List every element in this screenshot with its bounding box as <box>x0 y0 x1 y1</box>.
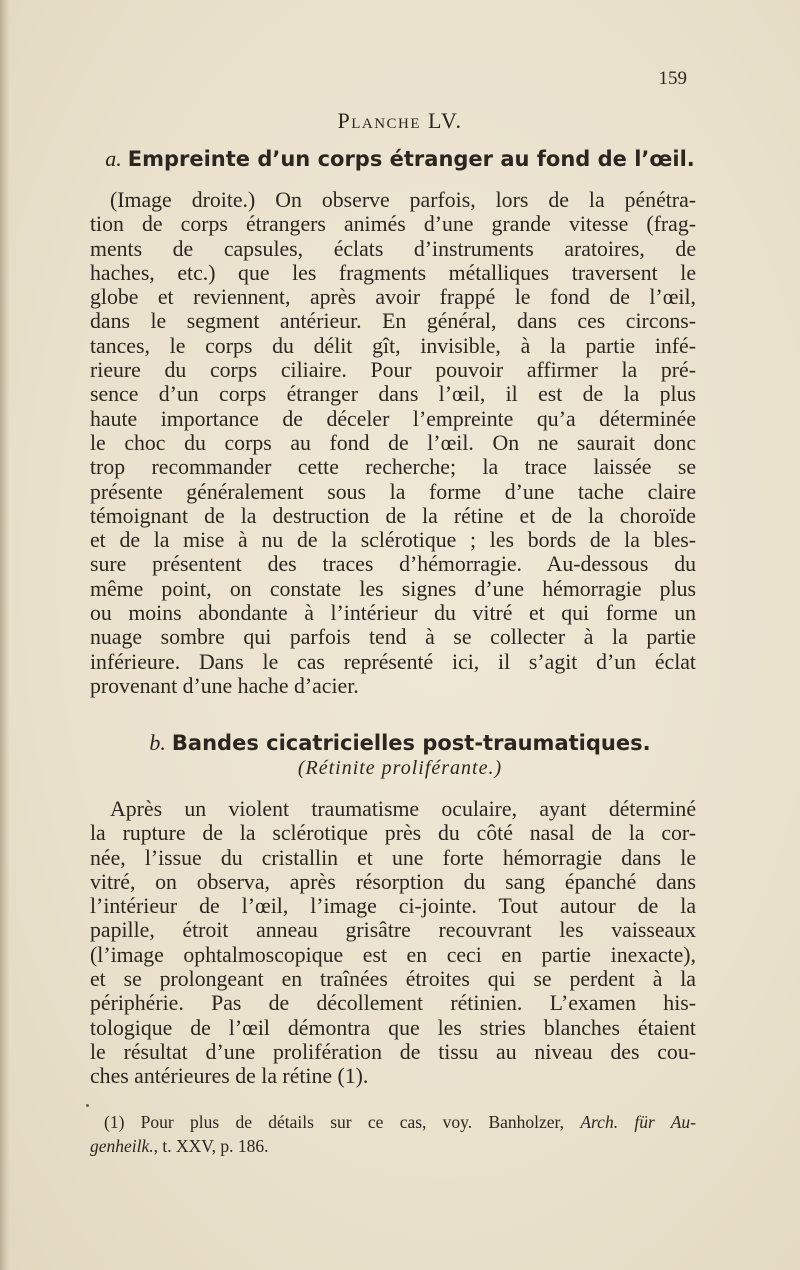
text-line: rieure du corps ciliaire. Pour pouvoir affirmer la pré- <box>90 358 696 383</box>
text-line: sence d’un corps étranger dans l’œil, il est de la plus <box>90 382 696 407</box>
text-line: témoignant de la destruction de la rétine et de la choroïde <box>90 503 696 528</box>
text-line: papille, étroit anneau grisâtre recouvrant les vaisseaux <box>90 918 696 943</box>
ink-speck <box>86 1104 89 1107</box>
text-line: ches antérieures de la rétine (1). <box>90 1064 369 1089</box>
text-line: le choc du corps au fond de l’œil. On ne saurait donc <box>90 430 696 455</box>
text-line: dans le segment antérieur. En général, dans ces circons- <box>90 309 696 334</box>
section-a-title: Empreinte d’un corps étranger au fond de l’œil. <box>127 147 695 171</box>
text-line: ou moins abondante à l’intérieur du vitré et qui forme un <box>90 601 696 626</box>
text-line: présente généralement sous la forme d’une tache claire <box>90 479 696 504</box>
text-line: provenant d’une hache d’acier. <box>90 673 359 698</box>
text-line: vitré, on observa, après résorption du sang épanché dans <box>90 869 696 894</box>
text-line: tologique de l’œil démontra que les stries blanches étaient <box>90 1015 696 1040</box>
text-line: tances, le corps du délit gît, invisible, à la partie infé- <box>90 333 696 358</box>
plate-title-initial: P <box>337 108 352 133</box>
text-line: haches, etc.) que les fragments métalliques traversent le <box>90 260 696 285</box>
section-b-paragraph <box>90 797 696 1089</box>
text-line: inférieure. Dans le cas représenté ici, il s’agit d’un éclat <box>90 649 696 674</box>
text-line: sure présentent des traces d’hémorragie. Au-dessous du <box>90 552 696 577</box>
text-line: (l’image ophtalmoscopique est en ceci en partie inexacte), <box>90 942 696 967</box>
plate-title <box>0 108 800 134</box>
text-line: trop recommander cette recherche; la trace laissée se <box>90 455 696 480</box>
text-line: l’intérieur de l’œil, l’image ci-jointe. Tout autour de la <box>90 894 696 919</box>
text-line: nuage sombre qui parfois tend à se collecter à la partie <box>90 625 696 650</box>
text-line: tion de corps étrangers animés d’une grande vitesse (frag- <box>90 212 696 237</box>
section-a-paragraph <box>90 188 696 698</box>
text-line: haute importance de déceler l’empreinte qu’a déterminée <box>90 406 696 431</box>
text-line: même point, on constate les signes d’une hémorragie plus <box>90 576 696 601</box>
page-binding-edge <box>0 0 10 1270</box>
section-b-letter: b. <box>149 730 166 755</box>
text-line: et de la mise à nu de la sclérotique ; les bords de la bles- <box>90 528 696 553</box>
text-line: la rupture de la sclérotique près du côté nasal de la cor- <box>90 821 696 846</box>
plate-title-rest: lanche LV. <box>351 108 463 133</box>
footnote-line-1: (1) Pour plus de détails sur ce cas, voy. Banholzer, Arch. für Au- <box>104 1112 696 1132</box>
text-line: Après un violent traumatisme oculaire, ayant déterminé <box>110 797 696 821</box>
footnote <box>90 1110 696 1158</box>
section-b-heading <box>0 730 800 756</box>
text-line: globe et reviennent, après avoir frappé le fond de l’œil, <box>90 285 696 310</box>
text-line: périphérie. Pas de décollement rétinien. L’examen his- <box>90 991 696 1016</box>
page-number: 159 <box>658 68 687 89</box>
footnote-line-2: genheilk., t. XXV, p. 186. <box>90 1136 269 1156</box>
section-b-subheading: (Rétinite proliférante.) <box>297 757 503 779</box>
text-line: née, l’issue du cristallin et une forte hémorragie dans le <box>90 845 696 870</box>
section-a-letter: a. <box>105 146 122 171</box>
section-a-heading <box>0 146 800 172</box>
text-line: (Image droite.) On observe parfois, lors de la pénétra- <box>110 188 696 212</box>
section-b-title: Bandes cicatricielles post-traumatiques. <box>171 731 651 755</box>
text-line: et se prolongeant en traînées étroites qui se perdent à la <box>90 967 696 992</box>
text-line: ments de capsules, éclats d’instruments aratoires, de <box>90 236 696 261</box>
text-line: le résultat d’une prolifération de tissu au niveau des cou- <box>90 1039 696 1064</box>
